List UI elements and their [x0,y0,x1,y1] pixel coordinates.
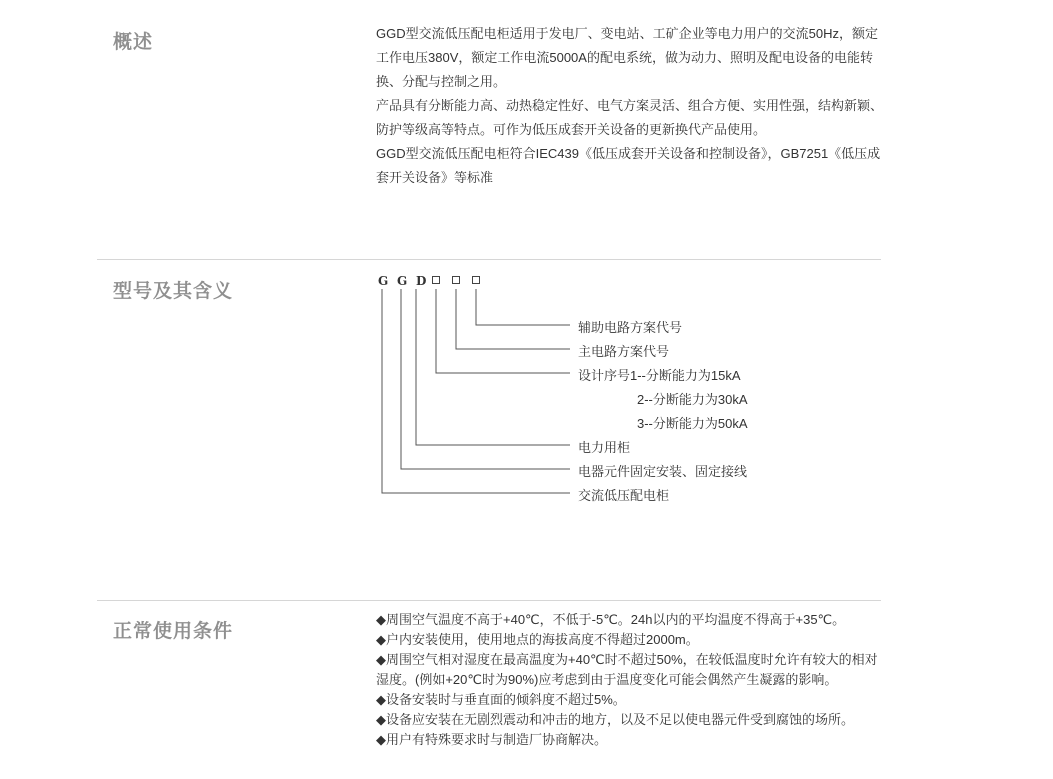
label-design-3: 3--分断能力为50kA [637,416,748,431]
label-main-circuit: 主电路方案代号 [578,344,670,359]
condition-item: ◆户内安装使用，使用地点的海拔高度不得超过2000m。 [376,632,699,647]
condition-item: ◆设备应安装在无剧烈震动和冲击的地方，以及不足以使电器元件受到腐蚀的场所。 [376,712,854,727]
divider [97,600,881,601]
condition-item: ◆周围空气相对湿度在最高温度为+40℃时不超过50%，在较低温度时允许有较大的相对湿度。(例如+20℃时为90%)应考虑到由于温度变化可能会偶然产生凝露的影响。 [376,652,878,687]
overview-paragraph-1: GGD型交流低压配电柜适用于发电厂、变电站、工矿企业等电力用户的交流50Hz，额定工作电压380V，额定工作电流5000A的配电系统，做为动力、照明及配电设备的电能转换、分配与控制之用。 [376,26,878,89]
overview-paragraph-3: GGD型交流低压配电柜符合IEC439《低压成套开关设备和控制设备》，GB7251《低压成套开关设备》等标准 [376,146,881,185]
code-letter-g2: G [397,274,408,288]
conditions-list [376,610,886,750]
model-heading: 型号及其含义 [113,281,234,302]
code-letter-g1: G [378,274,389,288]
label-design-1: 设计序号1--分断能力为15kA [578,368,741,383]
label-design-2: 2--分断能力为30kA [637,392,748,407]
overview-text [376,22,886,190]
code-letter-d: D [416,274,427,288]
condition-item: ◆用户有特殊要求时与制造厂协商解决。 [376,732,607,747]
label-ac-cabinet: 交流低压配电柜 [578,488,670,503]
label-aux-circuit: 辅助电路方案代号 [578,320,683,335]
overview-paragraph-2: 产品具有分断能力高、动热稳定性好、电气方案灵活、组合方便、实用性强，结构新颖、防护等级高等特点。可作为低压成套开关设备的更新换代产品使用。 [376,98,884,137]
label-fixed-install: 电器元件固定安装、固定接线 [578,464,748,479]
divider [97,259,881,260]
label-power-cabinet: 电力用柜 [578,440,631,455]
conditions-heading: 正常使用条件 [113,621,234,642]
condition-item: ◆设备安装时与垂直面的倾斜度不超过5%。 [376,692,626,707]
condition-item: ◆周围空气温度不高于+40℃，不低于-5℃。24h以内的平均温度不得高于+35℃。 [376,612,846,627]
overview-heading: 概述 [113,32,154,53]
model-code-diagram [370,270,820,510]
